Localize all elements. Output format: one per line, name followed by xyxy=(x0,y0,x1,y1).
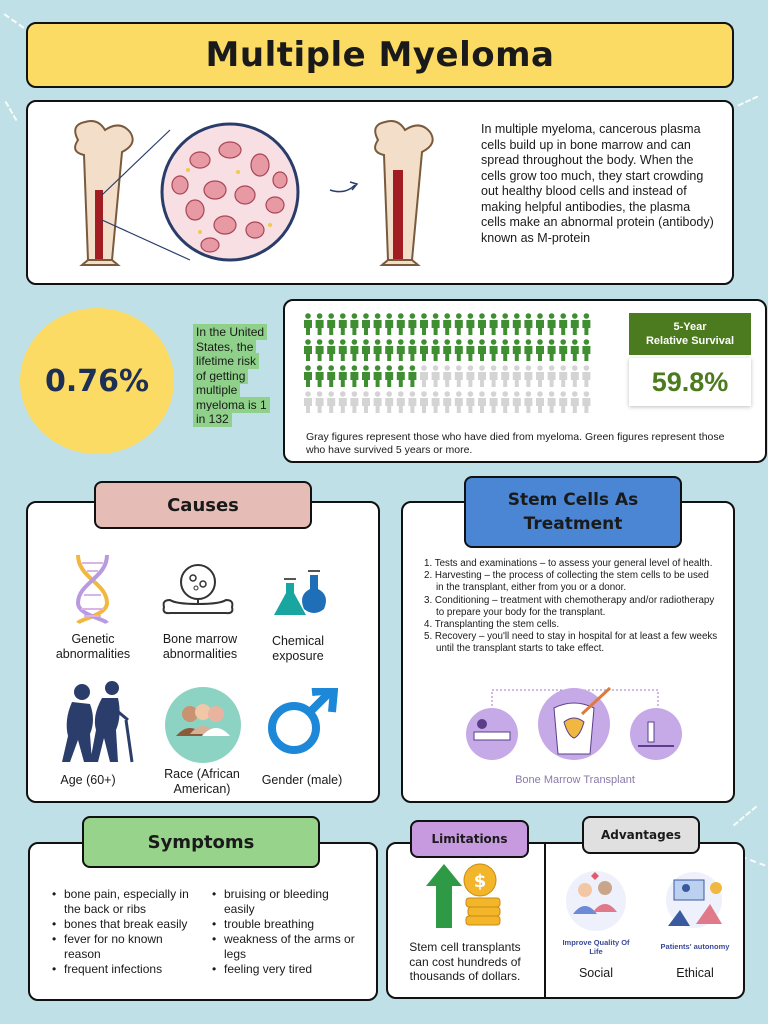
bone-marrow-illustration xyxy=(60,110,460,275)
symptoms-list-2 xyxy=(212,887,362,977)
survivor-figure-icon xyxy=(443,313,451,335)
survivor-figure-icon xyxy=(385,365,393,387)
deceased-figure-icon xyxy=(513,391,521,413)
symptom-item: • bones that break easily xyxy=(52,917,202,932)
survivor-figure-icon xyxy=(571,339,579,361)
survivor-figure-icon xyxy=(455,339,463,361)
deceased-figure-icon xyxy=(559,365,567,387)
deceased-figure-icon xyxy=(397,391,405,413)
survivor-figure-icon xyxy=(513,339,521,361)
survivor-figure-icon xyxy=(339,339,347,361)
cause-label-bone-marrow: Bone marrow abnormalities xyxy=(162,632,238,661)
survivor-figure-icon xyxy=(385,339,393,361)
survivor-figure-icon xyxy=(432,339,440,361)
survivor-figure-icon xyxy=(397,313,405,335)
stem-step: 2. Harvesting – the process of collecting the stem cells to be used in the transplant, either from you or a donor. xyxy=(424,570,709,594)
elderly-icon xyxy=(56,680,138,764)
survivor-figure-icon xyxy=(385,313,393,335)
cause-label-age: Age (60+) xyxy=(60,773,116,787)
stem-step: 3. Conditioning – treatment with chemotherapy and/or radiotherapy to prepare your body for the transplant. xyxy=(424,594,715,618)
survivor-figure-icon xyxy=(350,365,358,387)
symptom-item: • feeling very tired xyxy=(212,962,362,977)
advantages-heading: Advantages xyxy=(582,816,700,854)
survival-value: 59.8% xyxy=(629,358,751,406)
survivor-figure-icon xyxy=(466,339,474,361)
survivor-figure-icon xyxy=(536,339,544,361)
deceased-figure-icon xyxy=(374,391,382,413)
stem-steps-list xyxy=(418,558,718,656)
survivor-figure-icon xyxy=(350,313,358,335)
intro-text: In multiple myeloma, cancerous plasma cells build up in bone marrow and can spread throughout the body. When the cells grow too much, they start crowding out healthy blood cells and instead of making helpful antibodies, the plasma cells make an abnormal protein (antibody) known as M-protein xyxy=(481,122,714,245)
decor-dash xyxy=(738,95,759,106)
stem-heading-line1: Stem Cells As xyxy=(507,490,639,510)
symptoms-list-1 xyxy=(52,887,202,977)
survival-header xyxy=(629,313,751,355)
deceased-figure-icon xyxy=(524,391,532,413)
survivor-figure-icon xyxy=(443,339,451,361)
survivor-figure-icon xyxy=(582,313,590,335)
limitations-text: Stem cell transplants can cost hundreds of thousands of dollars. xyxy=(409,940,521,983)
flask-icon xyxy=(266,565,338,621)
symptom-item: • bruising or bleeding easily xyxy=(212,887,362,917)
deceased-figure-icon xyxy=(559,391,567,413)
cause-label-genetic: Genetic abnormalities xyxy=(55,632,131,661)
symptoms-heading: Symptoms xyxy=(82,816,320,868)
survivor-figure-icon xyxy=(327,313,335,335)
deceased-figure-icon xyxy=(478,391,486,413)
social-label: Social xyxy=(578,966,614,980)
deceased-figure-icon xyxy=(339,391,347,413)
deceased-figure-icon xyxy=(582,365,590,387)
bone-icon xyxy=(375,121,433,265)
survivor-figure-icon xyxy=(316,339,324,361)
risk-text-label: In the United States, the lifetime risk of getting multiple myeloma is 1 in 132 xyxy=(193,324,270,427)
deceased-figure-icon xyxy=(432,391,440,413)
deceased-figure-icon xyxy=(478,365,486,387)
decor-dash xyxy=(4,13,25,28)
survivor-figure-icon xyxy=(374,313,382,335)
survivor-figure-icon xyxy=(339,365,347,387)
deceased-figure-icon xyxy=(536,391,544,413)
deceased-figure-icon xyxy=(385,391,393,413)
survivor-figure-icon xyxy=(432,313,440,335)
survivor-figure-icon xyxy=(536,313,544,335)
decor-dash xyxy=(733,806,757,827)
stem-heading-line2: Treatment xyxy=(523,514,623,534)
dna-icon xyxy=(70,553,115,625)
survivor-figure-icon xyxy=(420,339,428,361)
risk-text xyxy=(193,325,268,427)
deceased-figure-icon xyxy=(443,365,451,387)
survivor-figure-icon xyxy=(571,313,579,335)
male-symbol-icon xyxy=(266,688,338,756)
deceased-figure-icon xyxy=(466,391,474,413)
symptom-item: • weakness of the arms or legs xyxy=(212,932,362,962)
deceased-figure-icon xyxy=(432,365,440,387)
survivor-figure-icon xyxy=(362,339,370,361)
survivor-figure-icon xyxy=(374,365,382,387)
survivor-figure-icon xyxy=(524,339,532,361)
survivor-figure-icon xyxy=(478,313,486,335)
symptom-item: • trouble breathing xyxy=(212,917,362,932)
survivor-figure-icon xyxy=(408,365,416,387)
survival-header-line1: 5-Year xyxy=(673,321,707,333)
deceased-figure-icon xyxy=(582,391,590,413)
deceased-figure-icon xyxy=(455,365,463,387)
deceased-figure-icon xyxy=(408,391,416,413)
deceased-figure-icon xyxy=(548,365,556,387)
survivor-figure-icon xyxy=(478,339,486,361)
deceased-figure-icon xyxy=(327,391,335,413)
survivor-figure-icon xyxy=(304,339,312,361)
survivor-figure-icon xyxy=(304,365,312,387)
decor-dash xyxy=(5,101,18,121)
survivor-figure-icon xyxy=(582,339,590,361)
survivor-figure-icon xyxy=(513,313,521,335)
cause-label-gender: Gender (male) xyxy=(261,773,343,787)
survivor-figure-icon xyxy=(316,365,324,387)
autonomy-icon xyxy=(660,870,728,932)
symptom-item: • bone pain, especially in the back or ribs xyxy=(52,887,202,917)
survivor-figure-icon xyxy=(408,339,416,361)
survivor-figure-icon xyxy=(490,339,498,361)
survivor-figure-icon xyxy=(304,313,312,335)
cause-label-chemical: Chemical exposure xyxy=(271,634,325,663)
symptom-item: • frequent infections xyxy=(52,962,202,977)
deceased-figure-icon xyxy=(455,391,463,413)
survivor-figure-icon xyxy=(397,365,405,387)
survivor-figure-icon xyxy=(559,313,567,335)
deceased-figure-icon xyxy=(501,391,509,413)
survivor-figure-icon xyxy=(548,313,556,335)
deceased-figure-icon xyxy=(490,391,498,413)
card-divider xyxy=(544,842,546,999)
deceased-figure-icon xyxy=(490,365,498,387)
survivor-figure-icon xyxy=(420,313,428,335)
deceased-figure-icon xyxy=(513,365,521,387)
deceased-figure-icon xyxy=(420,391,428,413)
survivor-figure-icon xyxy=(316,313,324,335)
stem-step: 5. Recovery – you'll need to stay in hospital for at least a few weeks until the transplant starts to take effect. xyxy=(424,631,718,655)
survivor-figure-icon xyxy=(455,313,463,335)
survivor-figure-icon xyxy=(362,365,370,387)
survivor-figure-icon xyxy=(490,313,498,335)
stem-step: 4. Transplanting the stem cells. xyxy=(424,619,560,631)
dollar-sign-icon: $ xyxy=(473,871,487,892)
deceased-figure-icon xyxy=(536,365,544,387)
survival-figures xyxy=(303,311,603,421)
autonomy-label: Ethical xyxy=(676,966,714,980)
cost-icon xyxy=(422,862,504,930)
deceased-figure-icon xyxy=(420,365,428,387)
deceased-figure-icon xyxy=(548,391,556,413)
survivor-figure-icon xyxy=(362,313,370,335)
survivor-figure-icon xyxy=(374,339,382,361)
survivor-figure-icon xyxy=(466,313,474,335)
survivor-figure-icon xyxy=(339,313,347,335)
deceased-figure-icon xyxy=(501,365,509,387)
survivor-figure-icon xyxy=(327,339,335,361)
survivor-figure-icon xyxy=(408,313,416,335)
survivor-figure-icon xyxy=(501,339,509,361)
page-title: Multiple Myeloma xyxy=(26,22,734,88)
deceased-figure-icon xyxy=(466,365,474,387)
deceased-figure-icon xyxy=(571,365,579,387)
people-icon xyxy=(164,686,242,764)
survivor-figure-icon xyxy=(548,339,556,361)
survivor-figure-icon xyxy=(397,339,405,361)
survivor-figure-icon xyxy=(501,313,509,335)
deceased-figure-icon xyxy=(571,391,579,413)
deceased-figure-icon xyxy=(362,391,370,413)
deceased-figure-icon xyxy=(350,391,358,413)
limitations-heading: Limitations xyxy=(410,820,529,858)
autonomy-caption: Patients' autonomy xyxy=(660,942,730,951)
deceased-figure-icon xyxy=(524,365,532,387)
stem-step: 1. Tests and examinations – to assess your general level of health. xyxy=(424,558,713,569)
survival-header-line2: Relative Survival xyxy=(645,335,735,347)
symptom-item: • fever for no known reason xyxy=(52,932,202,962)
deceased-figure-icon xyxy=(316,391,324,413)
risk-stat: 0.76% xyxy=(20,308,174,454)
cause-label-race: Race (African American) xyxy=(164,767,240,796)
survivor-figure-icon xyxy=(559,339,567,361)
figures-note: Gray figures represent those who have died from myeloma. Green figures represent those who have survived 5 years or more. xyxy=(306,431,725,456)
transplant-caption: Bone Marrow Transplant xyxy=(515,774,635,786)
causes-heading: Causes xyxy=(94,481,312,529)
deceased-figure-icon xyxy=(443,391,451,413)
survivor-figure-icon xyxy=(327,365,335,387)
social-caption: Improve Quality Of Life xyxy=(562,938,630,956)
transplant-illustration xyxy=(462,684,688,770)
bone-icon xyxy=(158,560,238,622)
deceased-figure-icon xyxy=(304,391,312,413)
survivor-figure-icon xyxy=(350,339,358,361)
social-icon xyxy=(563,868,629,934)
survivor-figure-icon xyxy=(524,313,532,335)
stem-cells-heading xyxy=(464,476,682,548)
